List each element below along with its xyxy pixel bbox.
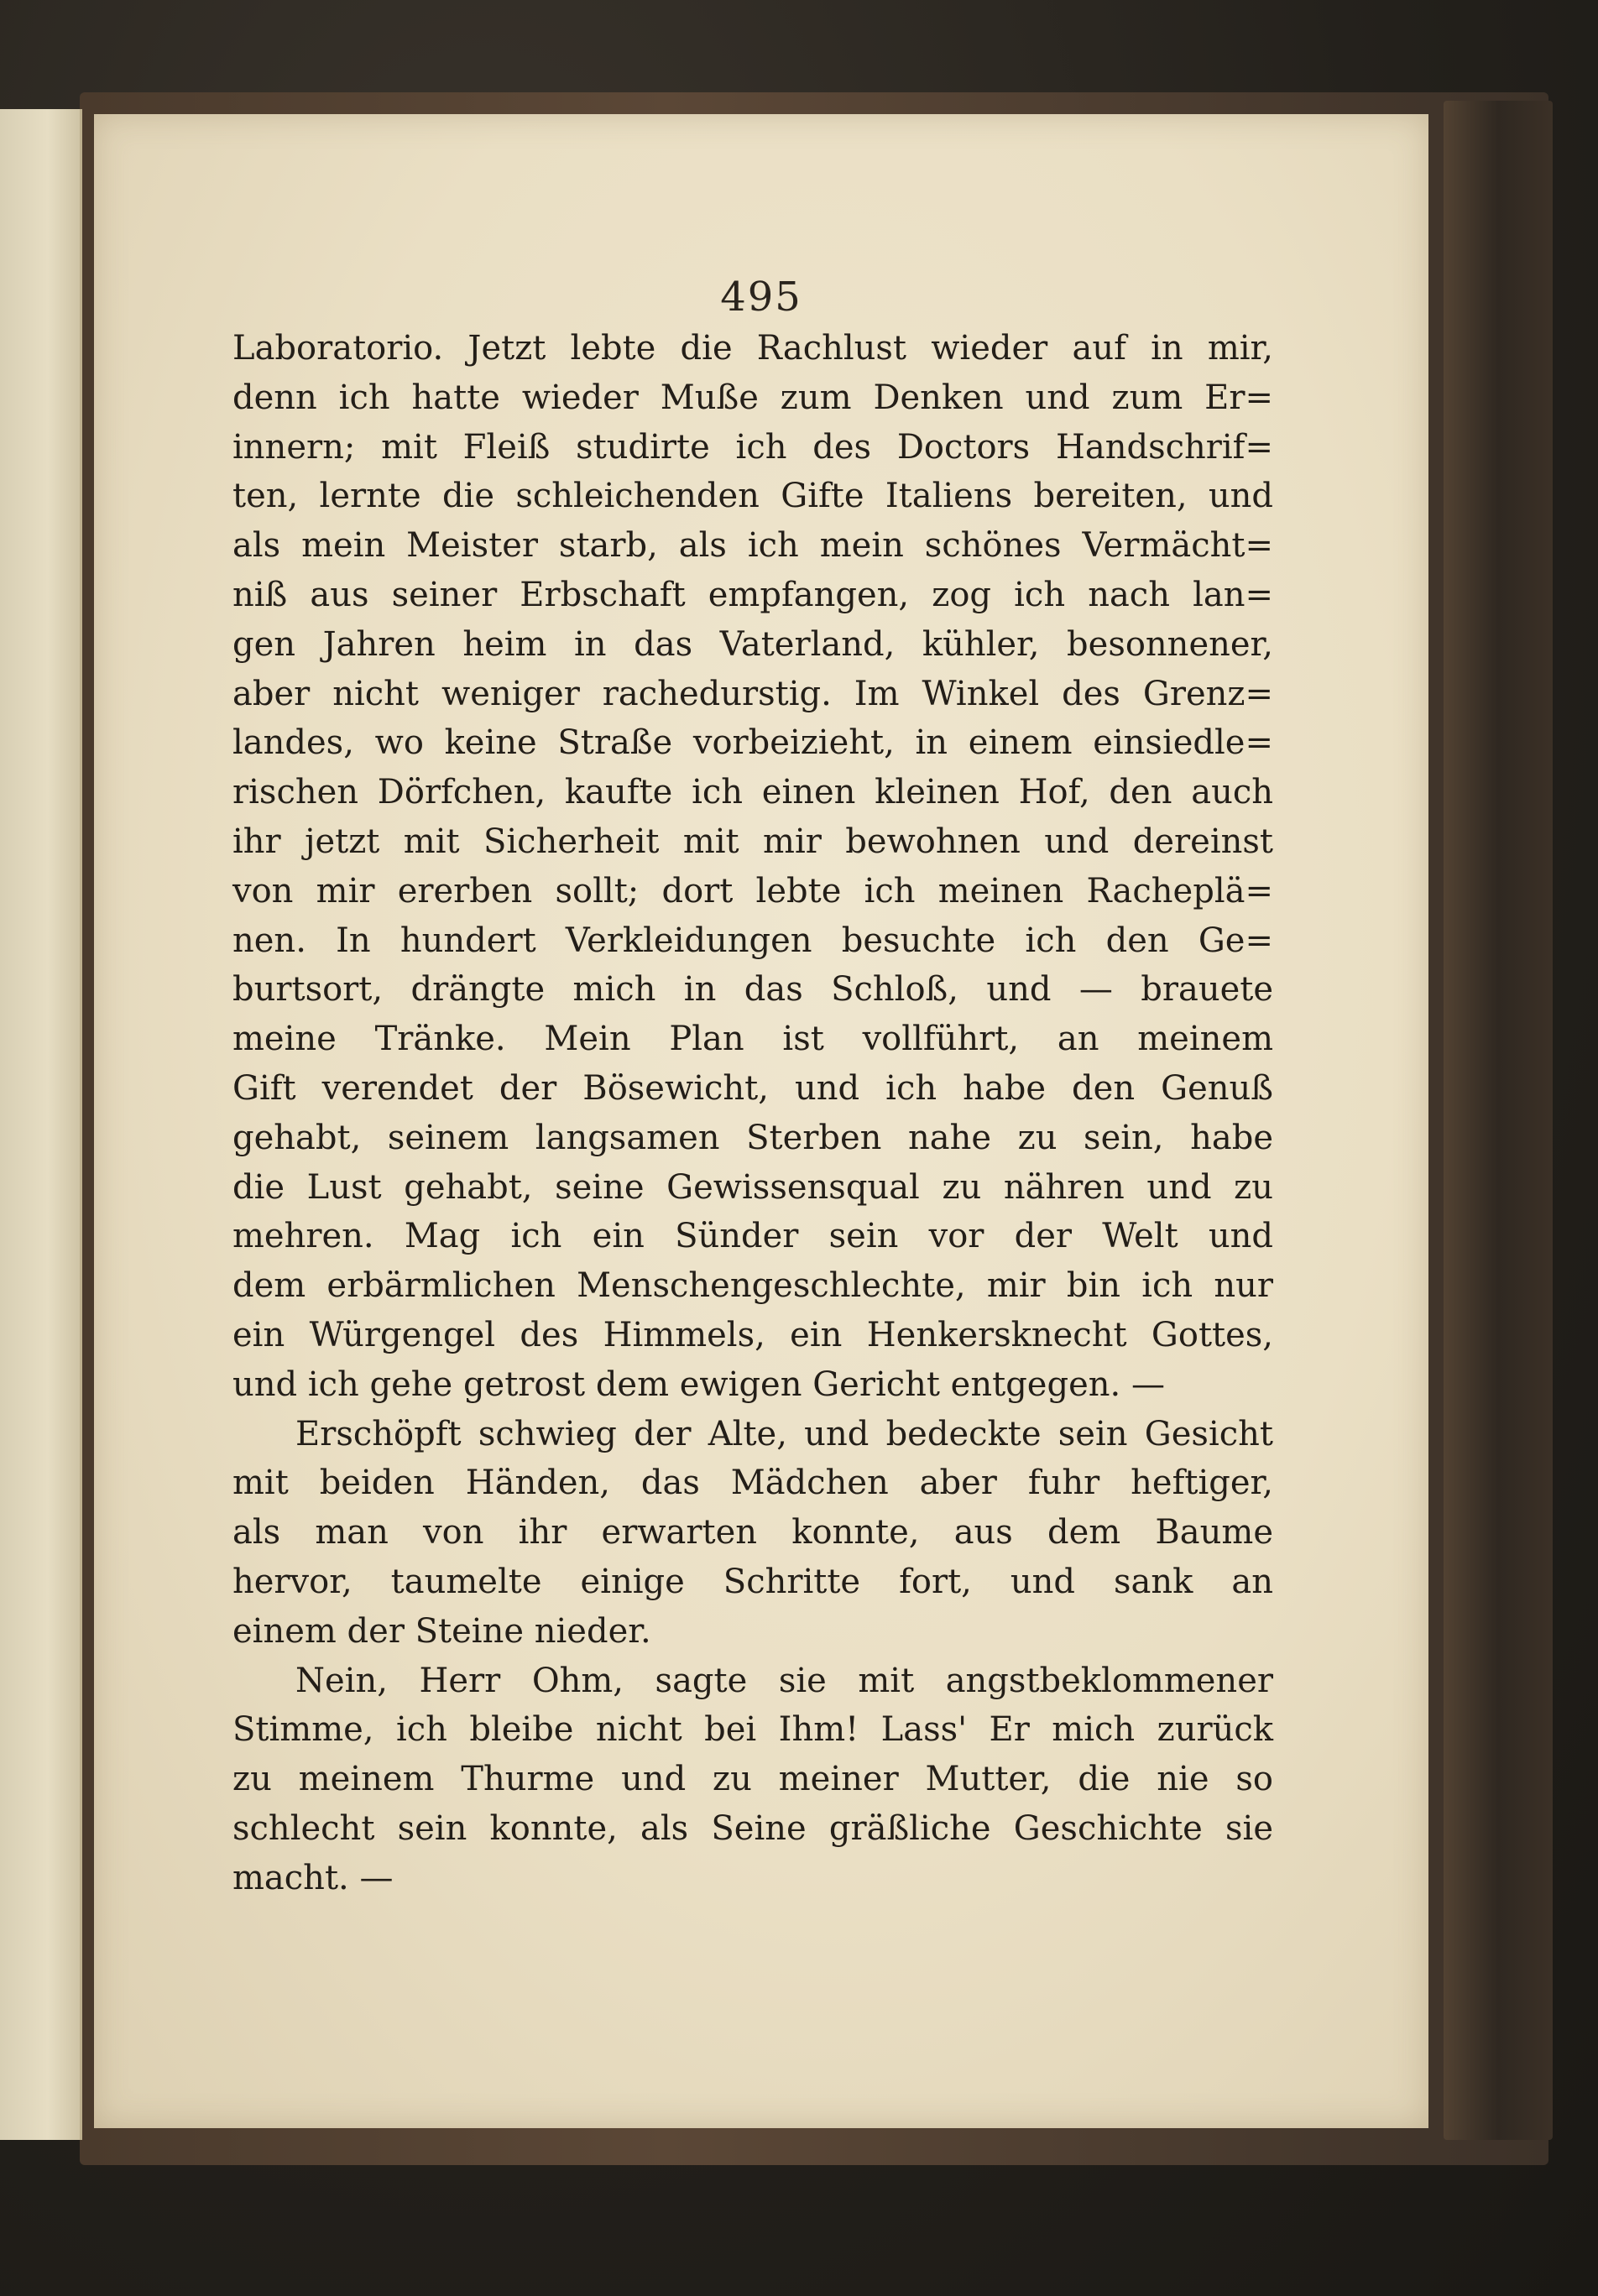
- text-line: zu meinem Thurme und zu meiner Mutter, die nie so: [232, 1760, 1273, 1799]
- text-line: dem erbärmlichen Menschengeschlechte, mir bin ich nur: [232, 1266, 1273, 1306]
- text-line: Stimme, ich bleibe nicht bei Ihm! Lass' Er mich zurück: [232, 1710, 1273, 1750]
- text-line: macht. —: [232, 1858, 394, 1897]
- text-line: gen Jahren heim in das Vaterland, kühler, besonnener,: [232, 624, 1273, 664]
- text-line: aber nicht weniger rachedurstig. Im Winkel des Grenz=: [232, 674, 1273, 713]
- text-line: burtsort, drängte mich in das Schloß, und — brauete: [232, 970, 1273, 1010]
- book-page: [94, 114, 1428, 2128]
- text-line: denn ich hatte wieder Muße zum Denken und zum Er=: [232, 378, 1273, 417]
- text-line: Gift verendet der Bösewicht, und ich habe den Genuß: [232, 1068, 1273, 1108]
- text-line: ein Würgengel des Himmels, ein Henkersknecht Gottes,: [232, 1315, 1273, 1354]
- text-line: und ich gehe getrost dem ewigen Gericht entgegen. —: [232, 1365, 1165, 1404]
- text-line: Nein, Herr Ohm, sagte sie mit angstbeklommener: [295, 1661, 1273, 1700]
- text-line: die Lust gehabt, seine Gewissensqual zu nähren und zu: [232, 1167, 1273, 1207]
- text-line: hervor, taumelte einige Schritte fort, und sank an: [232, 1562, 1273, 1601]
- text-line: Erschöpft schwieg der Alte, und bedeckte sein Gesicht: [295, 1414, 1273, 1453]
- text-line: gehabt, seinem langsamen Sterben nahe zu sein, habe: [232, 1118, 1273, 1157]
- text-line: ihr jetzt mit Sicherheit mit mir bewohnen und dereinst: [232, 822, 1273, 861]
- book-spine-edge: [1444, 101, 1553, 2140]
- text-line: ten, lernte die schleichenden Gifte Italiens bereiten, und: [232, 477, 1273, 516]
- text-line: von mir ererben sollt; dort lebte ich meinen Racheplä=: [232, 871, 1273, 911]
- text-line: rischen Dörfchen, kaufte ich einen kleinen Hof, den auch: [232, 773, 1273, 812]
- page-text: [232, 324, 1273, 1903]
- text-line: als man von ihr erwarten konnte, aus dem Baume: [232, 1513, 1273, 1552]
- left-page-edge: [0, 109, 82, 2140]
- text-line: als mein Meister starb, als ich mein schönes Vermächt=: [232, 526, 1273, 566]
- text-line: schlecht sein konnte, als Seine gräßliche Geschichte sie: [232, 1808, 1273, 1848]
- text-line: meine Tränke. Mein Plan ist vollführt, an meinem: [232, 1020, 1273, 1059]
- text-line: Laboratorio. Jetzt lebte die Rachlust wieder auf in mir,: [232, 329, 1273, 368]
- text-line: mehren. Mag ich ein Sünder sein vor der Welt und: [232, 1217, 1273, 1256]
- text-line: nen. In hundert Verkleidungen besuchte ich den Ge=: [232, 921, 1273, 960]
- text-line: innern; mit Fleiß studirte ich des Doctors Handschrif=: [232, 427, 1273, 467]
- text-line: niß aus seiner Erbschaft empfangen, zog ich nach lan=: [232, 575, 1273, 614]
- text-line: einem der Steine nieder.: [232, 1611, 651, 1651]
- text-line: landes, wo keine Straße vorbeizieht, in einem einsiedle=: [232, 723, 1273, 763]
- page-number: 495: [720, 274, 802, 321]
- text-line: mit beiden Händen, das Mädchen aber fuhr heftiger,: [232, 1464, 1273, 1503]
